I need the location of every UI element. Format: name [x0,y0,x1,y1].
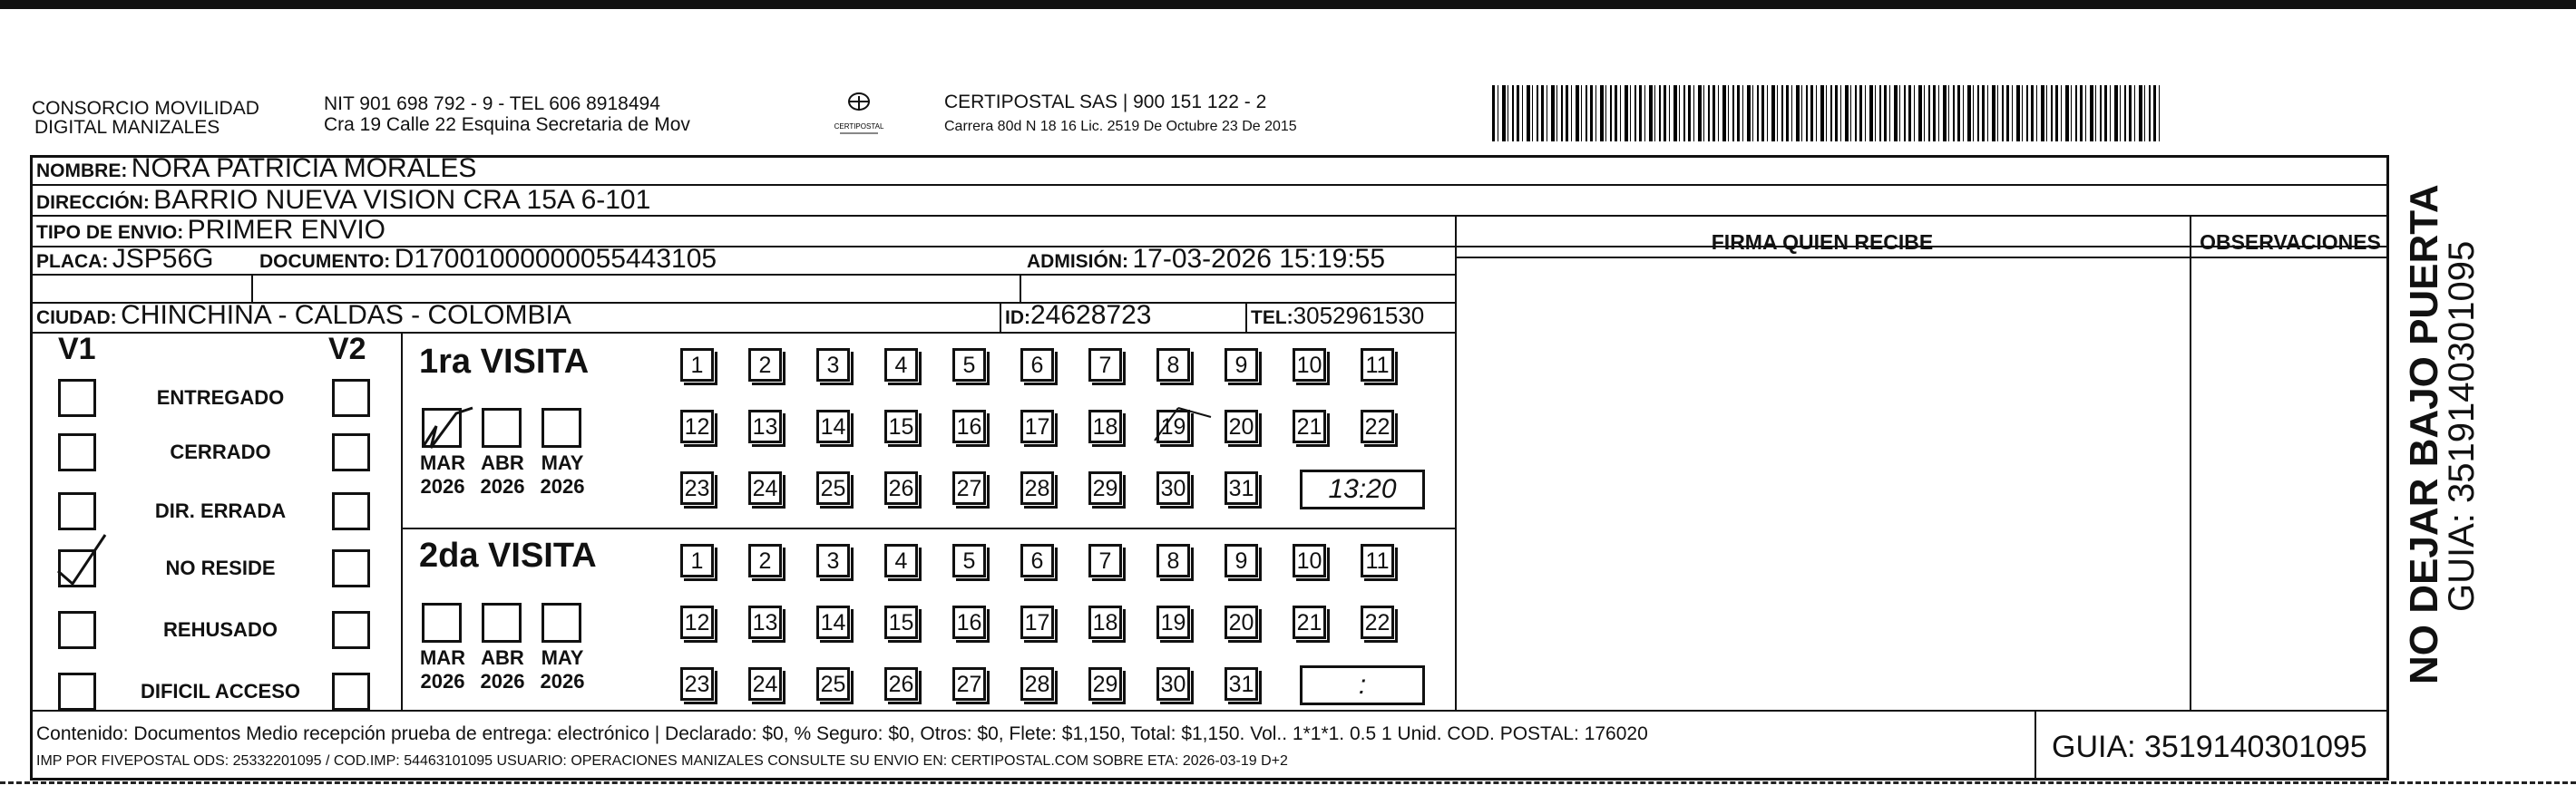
status-option-label: REHUSADO [163,618,278,641]
day-strike-mark [1151,404,1215,450]
day-cell[interactable]: 28 [1020,667,1054,701]
observaciones-header: OBSERVACIONES [2200,230,2381,254]
day-cell[interactable]: 11 [1361,348,1394,382]
day-cell[interactable]: 12 [680,410,714,443]
ciudad-label: CIUDAD: [36,307,117,328]
day-cell[interactable]: 17 [1020,410,1054,443]
month-checkbox[interactable] [422,603,462,643]
id-cell [1005,300,1151,335]
day-cell[interactable]: 26 [884,471,918,505]
day-cell[interactable]: 31 [1225,667,1258,701]
v1-header: V1 [58,332,96,366]
day-cell[interactable]: 6 [1020,348,1054,382]
day-cell[interactable]: 15 [884,606,918,639]
nombre-value: NORA PATRICIA MORALES [131,153,477,183]
status-option-label: CERRADO [170,441,271,463]
day-cell[interactable]: 8 [1156,544,1190,577]
v2-header: V2 [328,332,366,366]
month-year: 2026 [420,670,465,693]
company-name-line1: CONSORCIO MOVILIDAD [32,98,259,119]
day-cell[interactable]: 25 [816,667,850,701]
day-cell[interactable]: 10 [1293,348,1326,382]
day-cell[interactable]: 24 [748,471,782,505]
day-cell[interactable]: 30 [1156,667,1190,701]
col-divider [1000,302,1001,332]
day-cell[interactable]: 21 [1293,410,1326,443]
top-edge-bar [0,0,2576,9]
day-cell[interactable]: 21 [1293,606,1326,639]
check-mark-icon [54,531,109,587]
day-cell[interactable]: 5 [952,544,986,577]
day-cell[interactable]: 19 [1156,410,1190,443]
day-cell[interactable]: 29 [1088,471,1122,505]
v2-checkbox[interactable] [332,673,370,711]
placa-cell [36,244,214,279]
v1-checkbox[interactable] [58,433,96,471]
col-divider [401,332,403,710]
certipostal-logo [833,89,885,141]
tel-cell [1251,300,1424,335]
col-divider [1455,332,1457,710]
day-cell[interactable]: 16 [952,410,986,443]
col-divider [1020,274,1021,302]
day-cell[interactable]: 22 [1361,606,1394,639]
nombre-label: NOMBRE: [36,160,128,181]
day-cell[interactable]: 19 [1156,606,1190,639]
direccion-value: BARRIO NUEVA VISION CRA 15A 6-101 [153,185,651,215]
check-mark-icon [420,401,474,451]
col-divider [251,274,253,302]
torn-bottom-edge [0,781,2576,795]
month-year: 2026 [540,670,585,693]
v1-checkbox[interactable] [58,379,96,417]
tel-label: TEL: [1251,307,1293,328]
day-cell[interactable]: 25 [816,471,850,505]
footer-guia: GUIA: 3519140301095 [2052,730,2367,764]
placa-value: JSP56G [112,244,214,274]
month-name: ABR [481,646,524,669]
direccion-label: DIRECCIÓN: [36,192,150,213]
month-name: MAY [541,451,584,474]
content-details: Contenido: Documentos Medio recepción prueba de entrega: electrónico | Declarado: $0, % Seguro: $0, Otros: $0, Flete: $1,150, Total: $1,150. Vol.. 1*1*1. 0.5 1 Unid. COD. POSTAL: 176020 [36,723,1648,744]
print-details: IMP POR FIVEPOSTAL ODS: 25332201095 / COD.IMP: 54463101095 USUARIO: OPERACIONES MANIZALES CONSULTE SU ENVIO EN: CERTIPOSTAL.COM SOBRE ETA: 2026-03-19 D+2 [36,753,1288,769]
day-cell[interactable]: 22 [1361,410,1394,443]
id-label: ID: [1005,307,1030,328]
day-cell[interactable]: 16 [952,606,986,639]
day-cell[interactable]: 2 [748,348,782,382]
day-cell[interactable]: 7 [1088,544,1122,577]
day-cell[interactable]: 2 [748,544,782,577]
first-visit-title: 1ra VISITA [419,343,590,381]
v2-checkbox[interactable] [332,492,370,530]
nombre-row [36,153,476,189]
tipo-label: TIPO DE ENVIO: [36,222,184,243]
day-cell[interactable]: 5 [952,348,986,382]
day-cell[interactable]: 15 [884,410,918,443]
day-cell[interactable]: 18 [1088,606,1122,639]
ciudad-cell [36,300,571,335]
day-cell[interactable]: 14 [816,606,850,639]
month-year: 2026 [540,475,585,498]
tel-value: 3052961530 [1293,302,1425,329]
company-address: Cra 19 Calle 22 Esquina Secretaria de Mov [324,114,690,135]
admision-cell [1027,244,1385,279]
side-warning: NO DEJAR BAJO PUERTA [2402,184,2446,684]
day-cell[interactable]: 8 [1156,348,1190,382]
courier-license: Carrera 80d N 18 16 Lic. 2519 De Octubre 23 De 2015 [944,119,1297,134]
day-cell[interactable]: 1 [680,544,714,577]
v2-checkbox[interactable] [332,611,370,649]
status-option-label: ENTREGADO [156,386,285,409]
day-cell[interactable]: 13 [748,606,782,639]
company-name-line2: DIGITAL MANIZALES [34,117,220,138]
day-cell[interactable]: 13 [748,410,782,443]
day-cell[interactable]: 4 [884,544,918,577]
barcode [1492,85,2163,141]
company-nit: NIT 901 698 792 - 9 - TEL 606 8918494 [324,93,660,114]
day-cell[interactable]: 1 [680,348,714,382]
month-year: 2026 [480,670,525,693]
month-checkbox[interactable] [542,408,581,448]
day-cell[interactable]: 29 [1088,667,1122,701]
visit-divider [401,528,1455,529]
ciudad-value: CHINCHINA - CALDAS - COLOMBIA [121,300,571,330]
status-option-label: DIFICIL ACCESO [140,680,300,703]
logo-lettering: CERTIPOSTAL [834,122,884,131]
placa-label: PLACA: [36,251,109,272]
day-cell[interactable]: 23 [680,471,714,505]
documento-label: DOCUMENTO: [259,251,391,272]
documento-cell [259,244,717,279]
day-cell[interactable]: 7 [1088,348,1122,382]
col-divider [1245,302,1247,332]
day-cell[interactable]: 11 [1361,544,1394,577]
day-cell[interactable]: 9 [1225,348,1258,382]
day-cell[interactable]: 20 [1225,410,1258,443]
day-cell[interactable]: 27 [952,471,986,505]
documento-value: D17001000000055443105 [394,244,717,274]
status-option-label: NO RESIDE [165,557,276,579]
side-guia: GUIA: 3519140301095 [2442,240,2482,612]
col-divider [2034,710,2036,778]
day-cell[interactable]: 24 [748,667,782,701]
time-field[interactable]: 13:20 [1300,470,1425,509]
day-cell[interactable]: 17 [1020,606,1054,639]
firma-header: FIRMA QUIEN RECIBE [1711,230,1934,254]
day-cell[interactable]: 26 [884,667,918,701]
month-year: 2026 [480,475,525,498]
admision-label: ADMISIÓN: [1027,251,1128,272]
day-cell[interactable]: 18 [1088,410,1122,443]
month-name: MAR [419,451,466,474]
day-cell[interactable]: 20 [1225,606,1258,639]
tipo-value: PRIMER ENVIO [187,215,386,245]
second-visit-title: 2da VISITA [419,537,597,575]
v1-checkbox[interactable] [58,673,96,711]
day-cell[interactable]: 23 [680,667,714,701]
v2-checkbox[interactable] [332,549,370,587]
status-option-label: DIR. ERRADA [154,499,287,522]
month-name: MAY [541,646,584,669]
day-cell[interactable]: 30 [1156,471,1190,505]
time-field[interactable]: : [1300,665,1425,705]
day-cell[interactable]: 12 [680,606,714,639]
day-cell[interactable]: 14 [816,410,850,443]
day-cell[interactable]: 3 [816,544,850,577]
v1-checkbox[interactable] [58,611,96,649]
id-value: 24628723 [1030,300,1152,330]
day-cell[interactable]: 6 [1020,544,1054,577]
v1-checkbox[interactable] [58,492,96,530]
day-cell[interactable]: 3 [816,348,850,382]
admision-value: 17-03-2026 15:19:55 [1132,244,1386,274]
month-checkbox[interactable] [482,408,522,448]
day-cell[interactable]: 28 [1020,471,1054,505]
day-cell[interactable]: 9 [1225,544,1258,577]
v2-checkbox[interactable] [332,379,370,417]
v2-checkbox[interactable] [332,433,370,471]
day-cell[interactable]: 27 [952,667,986,701]
day-cell[interactable]: 10 [1293,544,1326,577]
month-name: MAR [419,646,466,669]
month-year: 2026 [420,475,465,498]
month-name: ABR [481,451,524,474]
col-header-underline [1457,257,2387,258]
col-divider [2190,215,2191,710]
day-cell[interactable]: 31 [1225,471,1258,505]
courier-name: CERTIPOSTAL SAS | 900 151 122 - 2 [944,92,1267,112]
month-checkbox[interactable] [482,603,522,643]
month-checkbox[interactable] [542,603,581,643]
day-cell[interactable]: 4 [884,348,918,382]
